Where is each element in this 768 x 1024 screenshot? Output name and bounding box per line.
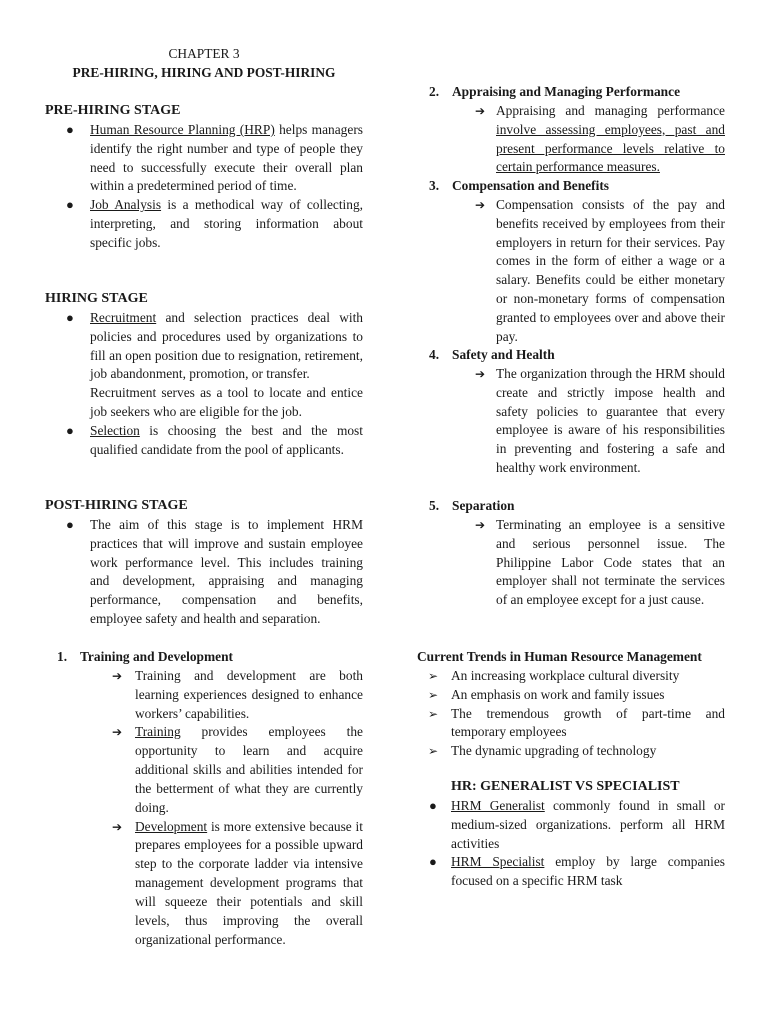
definition-hrm-specialist: employ by large companies focused on a specific HRM task xyxy=(451,854,725,889)
generalist-section xyxy=(417,778,725,891)
training-section xyxy=(45,648,363,950)
list-item xyxy=(417,853,725,891)
section-number: 2. xyxy=(429,84,440,99)
definition-job-analysis: is a methodical way of collecting, interpreting, and storing information about specific jobs. xyxy=(90,197,364,250)
safety-section xyxy=(417,346,725,478)
definition-hrm-generalist: commonly found in small or medium-sized organizations. perform all HRM activities xyxy=(451,797,725,851)
list-item xyxy=(417,742,725,761)
section-title: Training and Development xyxy=(80,649,234,664)
bullet-icon: ● xyxy=(66,516,74,532)
term-hrp: Human Resource Planning (HRP) xyxy=(90,121,275,137)
pre-hiring-list xyxy=(45,121,363,253)
post-hiring-heading: POST-HIRING STAGE xyxy=(45,498,188,513)
list-item xyxy=(417,667,725,686)
definition-training: provides employees the opportunity to learn and acquire additional skills and abilities intended for the betterment of what they are currently doing. xyxy=(135,724,363,815)
arrow-icon: ➔ xyxy=(475,197,486,212)
definition-selection: is choosing the best and the most qualified candidate from the pool of applicants. xyxy=(90,422,363,457)
trend-text: The dynamic upgrading of technology xyxy=(451,743,657,759)
post-hiring-description: The aim of this stage is to implement HRM practices that will improve and sustain employee work performance level. This includes training and development, appraising and managing performance, compensation and benefits, employee safety and health and separation. xyxy=(90,516,363,627)
appraising-section xyxy=(417,83,725,177)
section-number: 5. xyxy=(429,498,440,513)
term-recruitment: Recruitment xyxy=(90,309,157,325)
safety-heading xyxy=(417,346,725,365)
appraising-text-underlined: involve assessing employees, past and present performance levels relative to certain performance measures. xyxy=(496,121,725,175)
term-selection: Selection xyxy=(90,422,140,438)
list-item xyxy=(417,797,725,854)
compensation-section xyxy=(417,177,725,347)
term-training: Training xyxy=(135,724,181,740)
list-item xyxy=(417,365,725,478)
arrowhead-icon: ➢ xyxy=(428,706,439,721)
arrow-icon: ➔ xyxy=(475,366,486,381)
training-intro: Training and development are both learning experiences designed to enhance workers’ capabilities. xyxy=(135,667,363,721)
definition-development: is more extensive because it prepares employees for a possible upward step to the corporate ladder via intensive management development programs that will squeeze their potentials and skill levels, thus improving the overall organizational performance. xyxy=(135,818,363,947)
training-heading xyxy=(45,648,363,667)
section-number: 1. xyxy=(57,649,68,664)
list-item xyxy=(45,309,363,384)
pre-hiring-heading: PRE-HIRING STAGE xyxy=(45,103,181,118)
appraising-heading xyxy=(417,83,725,102)
chapter-title: PRE-HIRING, HIRING AND POST-HIRING xyxy=(72,65,336,80)
bullet-icon: ● xyxy=(429,797,437,813)
list-item xyxy=(45,818,363,950)
list-item xyxy=(45,516,363,629)
trend-text: An emphasis on work and family issues xyxy=(451,686,665,702)
compensation-text: Compensation consists of the pay and benefits received by employees from their employers in return for their services. Pay comes in the form of either a wage or a salary. Benefits could be either monetary or non-monetary forms of compensation granted to employees over and above their pay. xyxy=(496,196,725,344)
arrowhead-icon: ➢ xyxy=(428,668,439,683)
section-title: Appraising and Managing Performance xyxy=(452,84,681,99)
term-development: Development xyxy=(135,818,208,834)
list-item xyxy=(417,705,725,743)
trends-section xyxy=(417,648,725,761)
hiring-list xyxy=(45,309,363,384)
section-title: Safety and Health xyxy=(452,347,555,362)
appraising-text: Appraising and managing performance xyxy=(496,102,725,118)
bullet-icon: ● xyxy=(66,121,74,137)
post-hiring-list xyxy=(45,516,363,629)
safety-text: The organization through the HRM should create and strictly impose health and safety policies to guarantee that every employee is aware of his responsibilities in preventing and fostering a safe and healthy work environment. xyxy=(496,365,725,476)
section-title: Compensation and Benefits xyxy=(452,178,609,193)
term-hrm-generalist: HRM Generalist xyxy=(451,797,545,813)
list-item xyxy=(45,121,363,196)
bullet-icon: ● xyxy=(66,309,74,325)
list-item xyxy=(45,196,363,253)
definition-hrp: helps managers identify the right number and type of people they need to successfully execute their overall plan within a predetermined period of time. xyxy=(90,121,363,194)
hiring-heading: HIRING STAGE xyxy=(45,291,148,306)
list-item xyxy=(45,422,363,460)
bullet-icon: ● xyxy=(66,197,74,213)
arrowhead-icon: ➢ xyxy=(428,687,439,702)
arrow-icon: ➔ xyxy=(475,103,486,118)
list-item xyxy=(417,102,725,177)
pre-hiring-section xyxy=(45,102,363,253)
list-item xyxy=(417,196,725,347)
list-item xyxy=(45,667,363,724)
post-hiring-section xyxy=(45,497,363,629)
chapter-number: CHAPTER 3 xyxy=(168,46,240,61)
arrow-icon: ➔ xyxy=(112,725,123,740)
list-item xyxy=(45,723,363,817)
arrow-icon: ➔ xyxy=(112,819,123,834)
list-item xyxy=(417,516,725,610)
trend-text: The tremendous growth of part-time and temporary employees xyxy=(451,705,725,740)
bullet-icon: ● xyxy=(429,854,437,870)
term-job-analysis: Job Analysis xyxy=(90,197,162,213)
hiring-section xyxy=(45,290,363,460)
compensation-heading xyxy=(417,177,725,196)
separation-heading xyxy=(417,497,725,516)
trend-text: An increasing workplace cultural diversity xyxy=(451,667,680,683)
section-title: Separation xyxy=(452,498,515,513)
arrow-icon: ➔ xyxy=(475,517,486,532)
trends-heading: Current Trends in Human Resource Management xyxy=(417,649,702,664)
section-number: 3. xyxy=(429,178,440,193)
list-item xyxy=(417,686,725,705)
separation-section xyxy=(417,497,725,610)
separation-text: Terminating an employee is a sensitive and serious personnel issue. The Philippine Labor Code states that an employer shall not terminate the services of an employee except for a just cause. xyxy=(496,516,725,608)
bullet-icon: ● xyxy=(66,422,74,438)
arrowhead-icon: ➢ xyxy=(428,744,439,759)
recruitment-note: Recruitment serves as a tool to locate and entice job seekers who are eligible for the job. xyxy=(90,385,363,420)
definition-recruitment: and selection practices deal with policies and procedures used by organizations to fill an open position due to resignation, retirement, job abandonment, promotion, or transfer. xyxy=(90,309,363,382)
section-number: 4. xyxy=(429,347,440,362)
hiring-list-2 xyxy=(45,422,363,460)
term-hrm-specialist: HRM Specialist xyxy=(451,854,545,870)
arrow-icon: ➔ xyxy=(112,668,123,683)
generalist-heading: HR: GENERALIST VS SPECIALIST xyxy=(451,779,680,794)
